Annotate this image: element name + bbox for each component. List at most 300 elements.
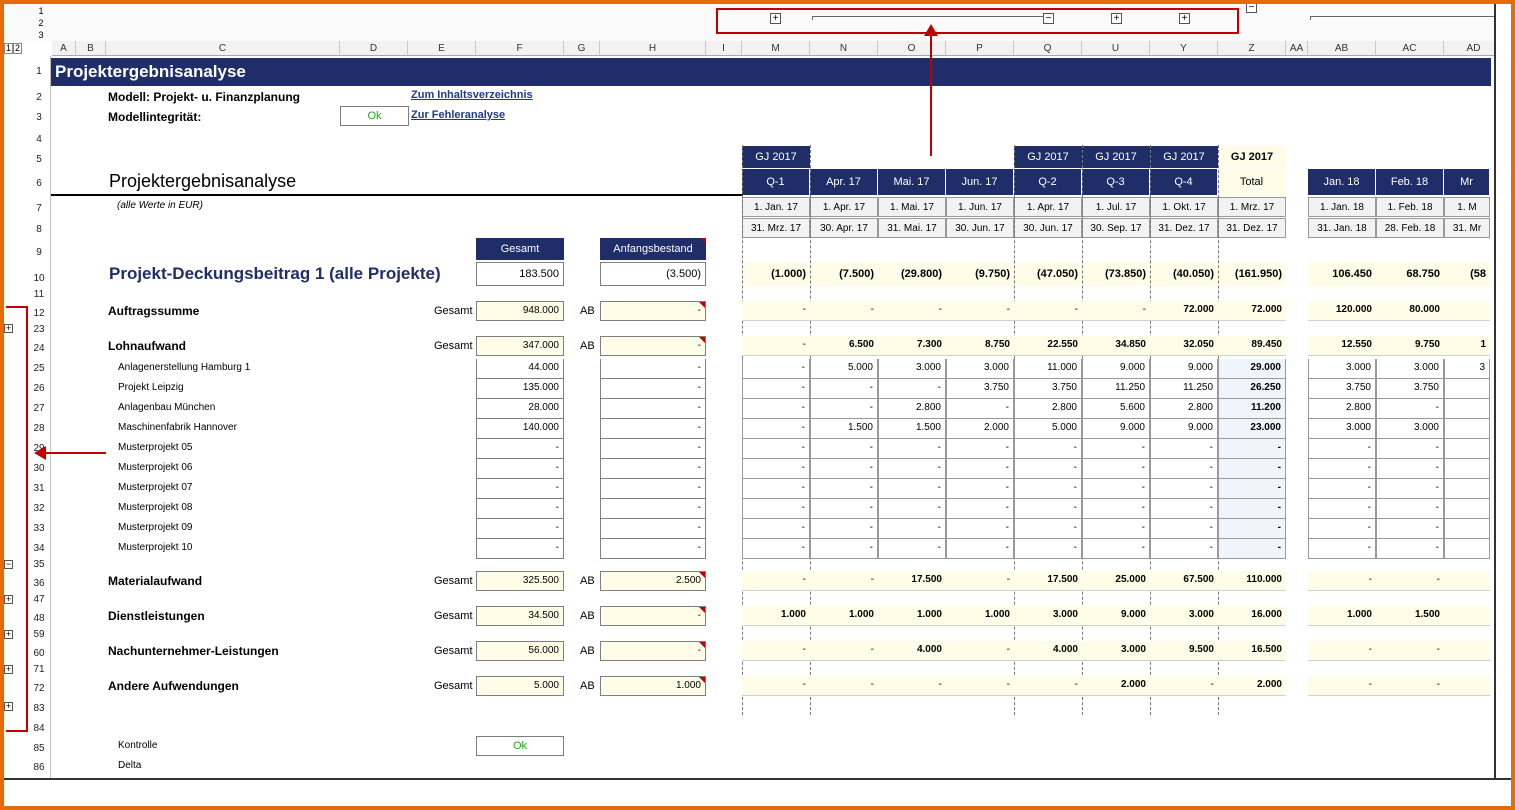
main-row-value: -	[946, 676, 1014, 696]
fiscal-year-header: GJ 2017	[742, 146, 810, 168]
fiscal-year-header: GJ 2017	[1150, 146, 1218, 168]
main-row-value: -	[810, 301, 878, 321]
sub-row-total: -	[476, 519, 564, 539]
sub-row-value: 1.500	[878, 419, 946, 439]
period-header: Apr. 17	[810, 169, 878, 195]
period-to-date: 28. Feb. 18	[1376, 218, 1444, 238]
sub-row-value: 3	[1444, 359, 1490, 379]
sub-row-value: 3.750	[946, 379, 1014, 399]
main-row-gesamt-label: Gesamt	[434, 340, 473, 352]
row-header[interactable]: 4	[29, 133, 49, 147]
row-header[interactable]: 34	[29, 542, 49, 556]
sub-row-value: -	[946, 539, 1014, 559]
column-header[interactable]: U	[1082, 41, 1150, 56]
main-row-total: 5.000	[476, 676, 564, 696]
section-title: Projektergebnisanalyse	[109, 171, 297, 191]
row-header[interactable]: 84	[29, 722, 49, 736]
sub-row-value: -	[1082, 539, 1150, 559]
main-row-value: 120.000	[1308, 301, 1376, 321]
main-row-value: 3.000	[1150, 606, 1218, 626]
row-header[interactable]: 83	[29, 702, 49, 716]
period-from-date: 1. Apr. 17	[810, 197, 878, 217]
sub-row-value: -	[946, 519, 1014, 539]
period-to-date: 30. Apr. 17	[810, 218, 878, 238]
main-row-value: 1.000	[1308, 606, 1376, 626]
column-header[interactable]: G	[564, 41, 600, 56]
main-row-value: -	[1376, 641, 1444, 661]
sub-row-value: -	[1082, 519, 1150, 539]
sub-row-ab: -	[600, 519, 706, 539]
sub-row-value: -	[878, 439, 946, 459]
main-row-label: Materialaufwand	[108, 574, 203, 588]
sub-row-value: -	[878, 499, 946, 519]
sub-row-value: -	[1014, 519, 1082, 539]
period-from-date: 1. Apr. 17	[1014, 197, 1082, 217]
db-period-value: (161.950)	[1218, 262, 1286, 286]
db-period-value: (1.000)	[742, 262, 810, 286]
column-header[interactable]: Q	[1014, 41, 1082, 56]
column-header[interactable]: AC	[1376, 41, 1444, 56]
db-label: Projekt-Deckungsbeitrag 1 (alle Projekte)	[109, 264, 441, 283]
delta-label: Delta	[118, 760, 142, 771]
sub-row-value: -	[1218, 439, 1286, 459]
main-row-value: 1.000	[810, 606, 878, 626]
sub-row-value: -	[742, 359, 810, 379]
sub-row-value: -	[946, 399, 1014, 419]
period-from-date: 1. Jul. 17	[1082, 197, 1150, 217]
column-header[interactable]: AD	[1444, 41, 1504, 56]
period-header: Q-1	[742, 169, 810, 195]
sub-row-label: Maschinenfabrik Hannover	[118, 422, 237, 433]
sub-row-ab: -	[600, 359, 706, 379]
main-row-value: 3.000	[1014, 606, 1082, 626]
expand-rows-icon[interactable]: +	[5, 701, 12, 711]
sub-row-value: 2.800	[878, 399, 946, 419]
sub-row-ab: -	[600, 399, 706, 419]
sub-row-value: 9.000	[1082, 419, 1150, 439]
main-row-ab[interactable]: -	[600, 606, 706, 626]
row-header[interactable]: 71	[29, 663, 49, 677]
column-header[interactable]: D	[340, 41, 408, 56]
sub-row-value: 11.000	[1014, 359, 1082, 379]
main-row-value: 34.850	[1082, 336, 1150, 356]
main-row-value: 3.000	[1082, 641, 1150, 661]
main-row-ab[interactable]: -	[600, 301, 706, 321]
sub-row-value: -	[1308, 499, 1376, 519]
row-header[interactable]: 3	[29, 111, 49, 125]
expand-columns-icon[interactable]: +	[1111, 13, 1122, 24]
sub-row-value: 2.800	[1150, 399, 1218, 419]
period-from-date: 1. Feb. 18	[1376, 197, 1444, 217]
sub-row-value: -	[1376, 519, 1444, 539]
main-row-value: -	[1082, 301, 1150, 321]
expand-rows-icon[interactable]: +	[5, 323, 12, 333]
main-row-ab-label: AB	[580, 645, 595, 657]
sub-row-total: -	[476, 499, 564, 519]
sub-row-value: -	[742, 379, 810, 399]
main-row-value: -	[946, 301, 1014, 321]
row-outline-level[interactable]: 2	[38, 18, 44, 28]
db-anfangsbestand: (3.500)	[600, 262, 706, 286]
main-row-value: -	[1308, 676, 1376, 696]
sub-row-value: -	[742, 399, 810, 419]
sub-row-value: -	[1376, 539, 1444, 559]
row-header[interactable]: 59	[29, 628, 49, 642]
period-to-date: 30. Jun. 17	[946, 218, 1014, 238]
sub-row-value: -	[878, 479, 946, 499]
row-header[interactable]: 25	[29, 362, 49, 376]
period-header: Feb. 18	[1376, 169, 1444, 195]
outline-level-button[interactable]: 1	[5, 43, 11, 53]
row-outline-level[interactable]: 3	[38, 30, 44, 40]
period-to-date: 30. Sep. 17	[1082, 218, 1150, 238]
period-to-date: 31. Mrz. 17	[742, 218, 810, 238]
main-row-value: 72.000	[1218, 301, 1286, 321]
sub-row-value: -	[1014, 499, 1082, 519]
main-row-ab[interactable]: 1.000	[600, 676, 706, 696]
main-row-ab-label: AB	[580, 680, 595, 692]
sub-row-value: -	[810, 479, 878, 499]
main-row-value: 1.500	[1376, 606, 1444, 626]
db-period-value: (47.050)	[1014, 262, 1082, 286]
sub-row-value: -	[1218, 479, 1286, 499]
sub-row-value: 3.000	[878, 359, 946, 379]
sub-row-value: -	[742, 439, 810, 459]
sub-row-value: 3.000	[1308, 359, 1376, 379]
period-to-date: 31. Dez. 17	[1218, 218, 1286, 238]
sub-row-value: 3.750	[1308, 379, 1376, 399]
main-row-label: Dienstleistungen	[108, 609, 205, 623]
main-row-gesamt-label: Gesamt	[434, 645, 473, 657]
main-row-value: 2.000	[1082, 676, 1150, 696]
sub-row-value: -	[1082, 439, 1150, 459]
main-row-value: -	[878, 676, 946, 696]
row-header[interactable]: 6	[29, 177, 49, 191]
column-header[interactable]: P	[946, 41, 1014, 56]
link-inhaltsverzeichnis[interactable]: Zum Inhaltsverzeichnis	[411, 89, 533, 101]
sub-row-value: -	[742, 479, 810, 499]
sub-row-value: -	[1082, 499, 1150, 519]
sub-row-value: 3.750	[1014, 379, 1082, 399]
sub-row-value: 29.000	[1218, 359, 1286, 379]
column-header[interactable]: H	[600, 41, 706, 56]
collapse-rows-icon[interactable]: −	[5, 559, 12, 569]
fiscal-year-header: GJ 2017	[1014, 146, 1082, 168]
column-header[interactable]: F	[476, 41, 564, 56]
sub-row-total: -	[476, 459, 564, 479]
column-header[interactable]: O	[878, 41, 946, 56]
sub-row-value: -	[878, 379, 946, 399]
column-header[interactable]: C	[106, 41, 340, 56]
sub-row-ab: -	[600, 379, 706, 399]
main-row-value: -	[742, 571, 810, 591]
main-row-ab[interactable]: -	[600, 336, 706, 356]
column-header[interactable]: AB	[1308, 41, 1376, 56]
main-row-value: 1.000	[742, 606, 810, 626]
main-row-value: -	[810, 571, 878, 591]
expand-columns-icon[interactable]: +	[1179, 13, 1190, 24]
row-header[interactable]: 8	[29, 223, 49, 237]
main-row-value: -	[810, 676, 878, 696]
sub-row-total: 44.000	[476, 359, 564, 379]
row-header[interactable]: 31	[29, 482, 49, 496]
sub-row-value: 26.250	[1218, 379, 1286, 399]
main-row-label: Auftragssumme	[108, 304, 200, 318]
sub-row-value: -	[810, 379, 878, 399]
sub-row-value: -	[810, 439, 878, 459]
sub-row-value: 5.600	[1082, 399, 1150, 419]
period-from-date: 1. Mai. 17	[878, 197, 946, 217]
row-header[interactable]: 30	[29, 462, 49, 476]
sub-row-value: -	[1308, 459, 1376, 479]
sub-row-label: Musterprojekt 09	[118, 522, 193, 533]
sub-row-value: -	[1218, 459, 1286, 479]
sub-row-value: -	[946, 479, 1014, 499]
main-row-value: 16.000	[1218, 606, 1286, 626]
sub-row-value: -	[742, 419, 810, 439]
main-row-value: -	[1376, 676, 1444, 696]
row-header[interactable]: 48	[29, 612, 49, 626]
expand-rows-icon[interactable]: +	[5, 629, 12, 639]
kontrolle-status: Ok	[476, 736, 564, 756]
row-header[interactable]: 32	[29, 502, 49, 516]
main-row-ab[interactable]: 2.500	[600, 571, 706, 591]
sub-row-value: 5.000	[1014, 419, 1082, 439]
column-header[interactable]: Y	[1150, 41, 1218, 56]
row-header[interactable]: 29	[29, 442, 49, 456]
sub-row-value: -	[1376, 499, 1444, 519]
main-row-value: 4.000	[1014, 641, 1082, 661]
period-from-date: 1. Jun. 17	[946, 197, 1014, 217]
row-header[interactable]: 28	[29, 422, 49, 436]
db-period-value: (7.500)	[810, 262, 878, 286]
sub-row-label: Musterprojekt 07	[118, 482, 193, 493]
row-header[interactable]: 36	[29, 577, 49, 591]
row-header[interactable]: 27	[29, 402, 49, 416]
column-header[interactable]: E	[408, 41, 476, 56]
db-period-value: 106.450	[1308, 262, 1376, 286]
sub-row-ab: -	[600, 439, 706, 459]
main-row-value: 9.000	[1082, 606, 1150, 626]
sub-row-value: 9.000	[1082, 359, 1150, 379]
sub-row-value: 11.250	[1150, 379, 1218, 399]
main-row-value: 80.000	[1376, 301, 1444, 321]
sub-row-value: 3.000	[1376, 359, 1444, 379]
row-header[interactable]: 86	[29, 761, 49, 775]
sub-row-label: Musterprojekt 10	[118, 542, 193, 553]
sub-row-value: 23.000	[1218, 419, 1286, 439]
main-row-total: 948.000	[476, 301, 564, 321]
expand-columns-icon[interactable]: +	[770, 13, 781, 24]
sub-row-value: -	[1150, 539, 1218, 559]
main-row-ab[interactable]: -	[600, 641, 706, 661]
row-header[interactable]: 23	[29, 323, 49, 337]
sub-row-value: -	[1082, 459, 1150, 479]
sub-row-value: -	[1376, 399, 1444, 419]
sub-row-value: -	[810, 399, 878, 419]
sub-row-label: Projekt Leipzig	[118, 382, 184, 393]
period-from-date: 1. Jan. 18	[1308, 197, 1376, 217]
sub-row-value: -	[1014, 459, 1082, 479]
sub-row-value: -	[742, 519, 810, 539]
sub-row-value: -	[1218, 519, 1286, 539]
main-row-gesamt-label: Gesamt	[434, 610, 473, 622]
collapse-columns-icon[interactable]: −	[1043, 13, 1054, 24]
main-row-value: 32.050	[1150, 336, 1218, 356]
outline-level-button[interactable]: 2	[14, 43, 20, 53]
main-row-total: 325.500	[476, 571, 564, 591]
column-header[interactable]: AA	[1286, 41, 1308, 56]
main-row-value: 1.000	[946, 606, 1014, 626]
main-row-value: -	[1376, 571, 1444, 591]
db-period-value: (58	[1444, 262, 1490, 286]
column-header[interactable]: B	[76, 41, 106, 56]
period-from-date: 1. Jan. 17	[742, 197, 810, 217]
main-row-ab-label: AB	[580, 610, 595, 622]
sub-row-value: -	[810, 539, 878, 559]
sub-row-value: -	[1014, 479, 1082, 499]
column-header[interactable]: A	[52, 41, 76, 56]
sub-row-value: 2.000	[946, 419, 1014, 439]
main-row-label: Andere Aufwendungen	[108, 679, 239, 693]
row-header[interactable]: 10	[29, 272, 49, 286]
sub-row-value: -	[1014, 439, 1082, 459]
main-row-value: -	[810, 641, 878, 661]
fiscal-year-header: GJ 2017	[1218, 146, 1286, 168]
row-header[interactable]: 12	[29, 307, 49, 321]
sub-row-total: 140.000	[476, 419, 564, 439]
kontrolle-label: Kontrolle	[118, 740, 158, 751]
main-row-label: Lohnaufwand	[108, 339, 186, 353]
row-header[interactable]: 2	[29, 91, 49, 105]
header-anfangsbestand: Anfangsbestand	[600, 238, 706, 260]
main-row-value: 72.000	[1150, 301, 1218, 321]
sub-row-label: Musterprojekt 05	[118, 442, 193, 453]
sub-row-value: -	[1150, 499, 1218, 519]
sub-row-value: 3.000	[946, 359, 1014, 379]
main-row-value: 22.550	[1014, 336, 1082, 356]
sub-row-ab: -	[600, 539, 706, 559]
sub-row-value: -	[810, 459, 878, 479]
sub-row-total: -	[476, 439, 564, 459]
sub-row-ab: -	[600, 419, 706, 439]
sub-row-value: -	[742, 499, 810, 519]
main-row-value: 67.500	[1150, 571, 1218, 591]
db-period-value: 68.750	[1376, 262, 1444, 286]
period-header: Mr	[1444, 169, 1490, 195]
row-header[interactable]: 7	[29, 202, 49, 216]
sub-row-value: -	[1376, 479, 1444, 499]
column-header[interactable]: N	[810, 41, 878, 56]
row-header[interactable]: 35	[29, 558, 49, 572]
sub-row-value: -	[1308, 519, 1376, 539]
integrity-label: Modellintegrität:	[108, 110, 202, 124]
row-header[interactable]: 26	[29, 382, 49, 396]
row-header[interactable]: 47	[29, 593, 49, 607]
main-row-gesamt-label: Gesamt	[434, 680, 473, 692]
period-to-date: 31. Mai. 17	[878, 218, 946, 238]
row-header[interactable]: 33	[29, 522, 49, 536]
sub-row-label: Anlagenerstellung Hamburg 1	[118, 362, 251, 373]
main-row-value: 1.000	[878, 606, 946, 626]
db-period-value: (9.750)	[946, 262, 1014, 286]
period-header: Q-4	[1150, 169, 1218, 195]
row-header[interactable]: 1	[29, 65, 49, 79]
sub-row-value: -	[1150, 459, 1218, 479]
sub-row-value: -	[878, 459, 946, 479]
main-row-total: 34.500	[476, 606, 564, 626]
sub-row-total: -	[476, 539, 564, 559]
row-header[interactable]: 60	[29, 647, 49, 661]
main-row-value: 12.550	[1308, 336, 1376, 356]
period-to-date: 31. Jan. 18	[1308, 218, 1376, 238]
sub-row-value: -	[1150, 479, 1218, 499]
main-row-value: -	[742, 641, 810, 661]
main-row-value: 9.750	[1376, 336, 1444, 356]
row-header[interactable]: 5	[29, 153, 49, 167]
main-row-total: 56.000	[476, 641, 564, 661]
main-row-gesamt-label: Gesamt	[434, 575, 473, 587]
sub-row-value: -	[1376, 439, 1444, 459]
main-row-value: 6.500	[810, 336, 878, 356]
main-row-ab-label: AB	[580, 575, 595, 587]
db-period-value: (29.800)	[878, 262, 946, 286]
main-row-value: -	[742, 336, 810, 356]
units-note: (alle Werte in EUR)	[117, 200, 203, 211]
column-header[interactable]: I	[706, 41, 742, 56]
row-outline-level[interactable]: 1	[38, 6, 44, 16]
sub-row-value: 2.800	[1014, 399, 1082, 419]
column-header[interactable]: Z	[1218, 41, 1286, 56]
row-header[interactable]: 85	[29, 742, 49, 756]
sub-row-value: -	[946, 459, 1014, 479]
collapse-columns-icon[interactable]: −	[1246, 2, 1257, 13]
sub-row-value: 5.000	[810, 359, 878, 379]
sub-row-value: -	[1308, 479, 1376, 499]
main-row-value: -	[1308, 641, 1376, 661]
main-row-gesamt-label: Gesamt	[434, 305, 473, 317]
main-row-value: -	[946, 571, 1014, 591]
main-row-value: 7.300	[878, 336, 946, 356]
sub-row-total: -	[476, 479, 564, 499]
main-row-value: 89.450	[1218, 336, 1286, 356]
sub-row-value: -	[1150, 519, 1218, 539]
row-header[interactable]: 72	[29, 682, 49, 696]
main-row-value: 4.000	[878, 641, 946, 661]
sub-row-value: 11.200	[1218, 399, 1286, 419]
period-to-date: 31. Mr	[1444, 218, 1490, 238]
column-header[interactable]: M	[742, 41, 810, 56]
row-header[interactable]: 9	[29, 246, 49, 260]
sub-row-value: -	[946, 499, 1014, 519]
period-from-date: 1. M	[1444, 197, 1490, 217]
sub-row-value: 2.800	[1308, 399, 1376, 419]
main-row-value: 1	[1444, 336, 1490, 356]
expand-rows-icon[interactable]: +	[5, 664, 12, 674]
row-header[interactable]: 24	[29, 342, 49, 356]
sub-row-label: Musterprojekt 06	[118, 462, 193, 473]
main-row-value: 2.000	[1218, 676, 1286, 696]
row-header[interactable]: 11	[29, 288, 49, 302]
sub-row-ab: -	[600, 499, 706, 519]
sub-row-value: 3.000	[1308, 419, 1376, 439]
link-fehleranalyse[interactable]: Zur Fehleranalyse	[411, 109, 506, 121]
expand-rows-icon[interactable]: +	[5, 594, 12, 604]
main-row-value: -	[1150, 676, 1218, 696]
period-header: Q-3	[1082, 169, 1150, 195]
sub-row-value: -	[1218, 539, 1286, 559]
main-row-total: 347.000	[476, 336, 564, 356]
